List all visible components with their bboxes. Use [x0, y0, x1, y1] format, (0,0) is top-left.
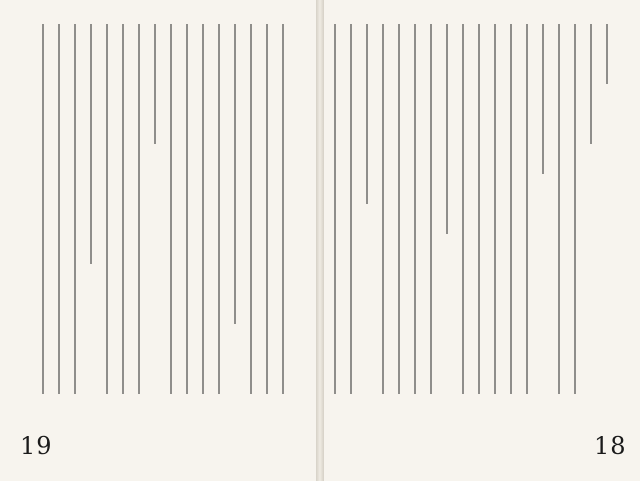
text-column [398, 24, 400, 394]
right-page [324, 0, 640, 481]
text-column [138, 24, 140, 394]
text-column [106, 24, 108, 394]
text-column [510, 24, 512, 394]
gutter [316, 0, 324, 481]
text-column [366, 24, 368, 204]
text-column [350, 24, 352, 394]
text-column [526, 24, 528, 394]
text-column [42, 24, 44, 394]
text-column [558, 24, 560, 394]
text-column [334, 24, 336, 394]
text-column [282, 24, 284, 394]
right-page-number: 18 [594, 432, 627, 460]
text-column [494, 24, 496, 394]
text-column [202, 24, 204, 394]
text-column [58, 24, 60, 394]
text-column [266, 24, 268, 394]
left-text-block [42, 24, 304, 394]
text-column [74, 24, 76, 394]
text-column [590, 24, 592, 144]
right-text-block [334, 24, 630, 394]
left-page-number: 19 [20, 432, 53, 460]
text-column [90, 24, 92, 264]
text-column [606, 24, 608, 84]
text-column [542, 24, 544, 174]
text-column [122, 24, 124, 394]
text-column [250, 24, 252, 394]
text-column [186, 24, 188, 394]
left-page [0, 0, 316, 481]
text-column [478, 24, 480, 394]
text-column [382, 24, 384, 394]
text-column [218, 24, 220, 394]
text-column [446, 24, 448, 234]
text-column [154, 24, 156, 144]
text-column [574, 24, 576, 394]
text-column [462, 24, 464, 394]
text-column [234, 24, 236, 324]
text-column [414, 24, 416, 394]
text-column [170, 24, 172, 394]
text-column [430, 24, 432, 394]
